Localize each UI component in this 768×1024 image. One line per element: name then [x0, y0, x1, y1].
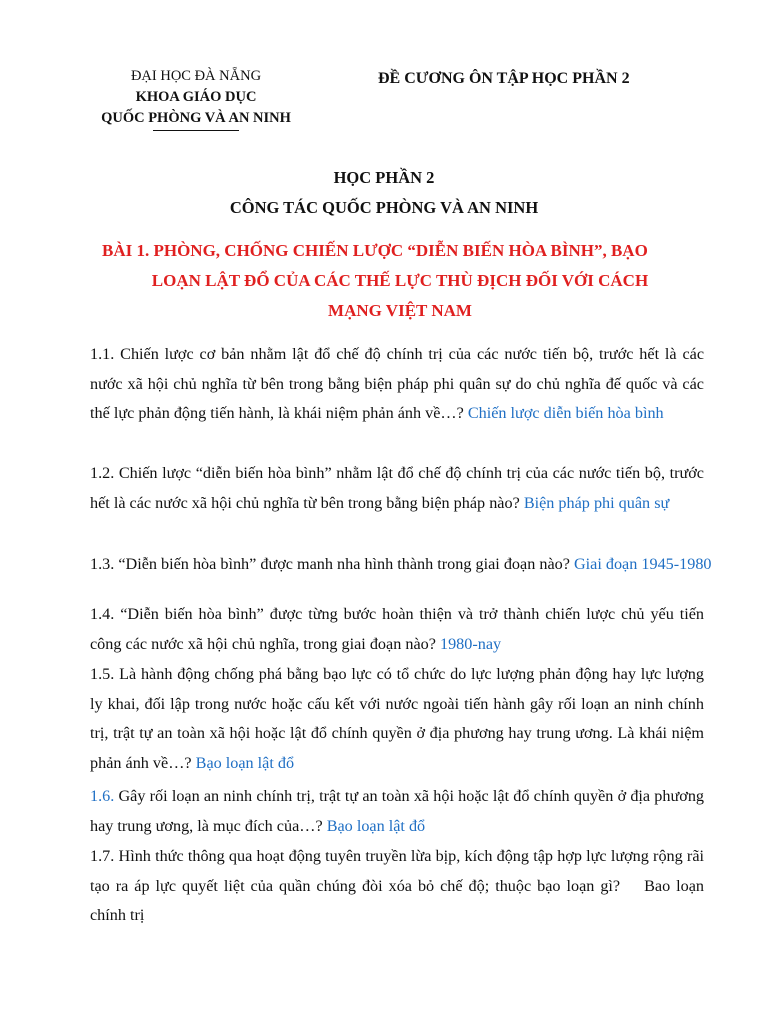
question-text: “Diễn biến hòa bình” được manh nha hình thành trong giai đoạn nào? — [118, 555, 570, 573]
question-1-5 — [90, 660, 704, 778]
question-1-3 — [90, 550, 737, 580]
school-name: ĐẠI HỌC ĐÀ NẴNG — [130, 68, 262, 84]
question-text: Chiến lược cơ bản nhằm lật đổ chế độ chính trị của các nước tiến bộ, trước hết là các nước xã hội chủ nghĩa từ bên trong bằng biện pháp phi quân sự do chủ nghĩa đế quốc và các thế lực phản động tiến hành, là khái niệm phản ánh về…? — [90, 345, 705, 422]
header-divider — [153, 130, 239, 131]
question-1-2 — [90, 459, 704, 518]
institution-header — [80, 66, 312, 131]
lesson-title-line-2: LOẠN LẬT ĐỔ CỦA CÁC THẾ LỰC THÙ ĐỊCH ĐỐI VỚI CÁCH — [151, 271, 649, 290]
question-number: 1.1. — [90, 345, 115, 363]
lesson-title-line-1: BÀI 1. PHÒNG, CHỐNG CHIẾN LƯỢC “DIỄN BIẾN HÒA BÌNH”, BẠO — [102, 241, 648, 260]
answer-text: Chiến lược diễn biến hòa bình — [467, 404, 664, 422]
question-1-6 — [90, 782, 704, 841]
answer-text: Bạo loạn lật đổ — [195, 753, 295, 772]
answer-text: Giai đoạn 1945-1980 — [573, 555, 712, 573]
question-text: Chiến lược “diễn biến hòa bình” nhằm lật đổ chế độ chính trị của các nước tiến bộ, trước hết là các nước xã hội chủ nghĩa từ bên trong bằng biện pháp nào? — [90, 464, 704, 512]
question-1-4 — [90, 600, 704, 659]
answer-text: Bạo loạn lật đổ — [326, 816, 426, 835]
question-text: Là hành động chống phá bằng bạo lực có tổ chức do lực lượng phản động hay lực lượng ly khai, đối lập trong nước hoặc cấu kết với nước ngoài tiến hành gây rối loạn an ninh chính trị, trật tự an toàn xã hội hoặc lật đổ chính quyền ở địa phương hay trung ương. Là khái niệm phản ánh về…? — [90, 665, 704, 772]
question-number: 1.7. — [90, 847, 115, 865]
question-text: “Diễn biến hòa bình” được từng bước hoàn thiện và trở thành chiến lược chủ yếu tiến công các nước xã hội chủ nghĩa, trong giai đoạn nào? — [90, 605, 705, 653]
question-text: Hình thức thông qua hoạt động tuyên truyền lừa bịp, kích động tập hợp lực lượng rộng rãi tạo ra áp lực quyết liệt của quần chúng đòi xóa bỏ chế độ; thuộc bạo loạn gì? — [90, 847, 705, 895]
question-1-7 — [90, 842, 704, 931]
answer-text: 1980-nay — [439, 634, 502, 653]
faculty-name: KHOA GIÁO DỤC — [135, 89, 257, 105]
question-number: 1.3. — [90, 555, 115, 573]
lesson-title — [90, 236, 710, 326]
question-1-1 — [90, 340, 704, 429]
module-title: HỌC PHẦN 2 — [333, 168, 435, 187]
question-text: Gây rối loạn an ninh chính trị, trật tự an toàn xã hội hoặc lật đổ chính quyền ở địa phương hay trung ương, là mục đích của…? — [90, 787, 705, 835]
department-name: QUỐC PHÒNG VÀ AN NINH — [101, 110, 291, 126]
subject-title: CÔNG TÁC QUỐC PHÒNG VÀ AN NINH — [229, 198, 539, 217]
document-title: ĐỀ CƯƠNG ÔN TẬP HỌC PHẦN 2 — [378, 70, 630, 87]
question-number: 1.5. — [90, 665, 115, 683]
lesson-title-line-3: MẠNG VIỆT NAM — [328, 301, 472, 320]
question-number: 1.4. — [90, 605, 115, 623]
answer-text: Bao loạn chính trị — [90, 876, 705, 924]
answer-text: Biện pháp phi quân sự — [523, 493, 670, 512]
question-number: 1.6. — [90, 787, 115, 805]
question-number: 1.2. — [90, 464, 115, 482]
